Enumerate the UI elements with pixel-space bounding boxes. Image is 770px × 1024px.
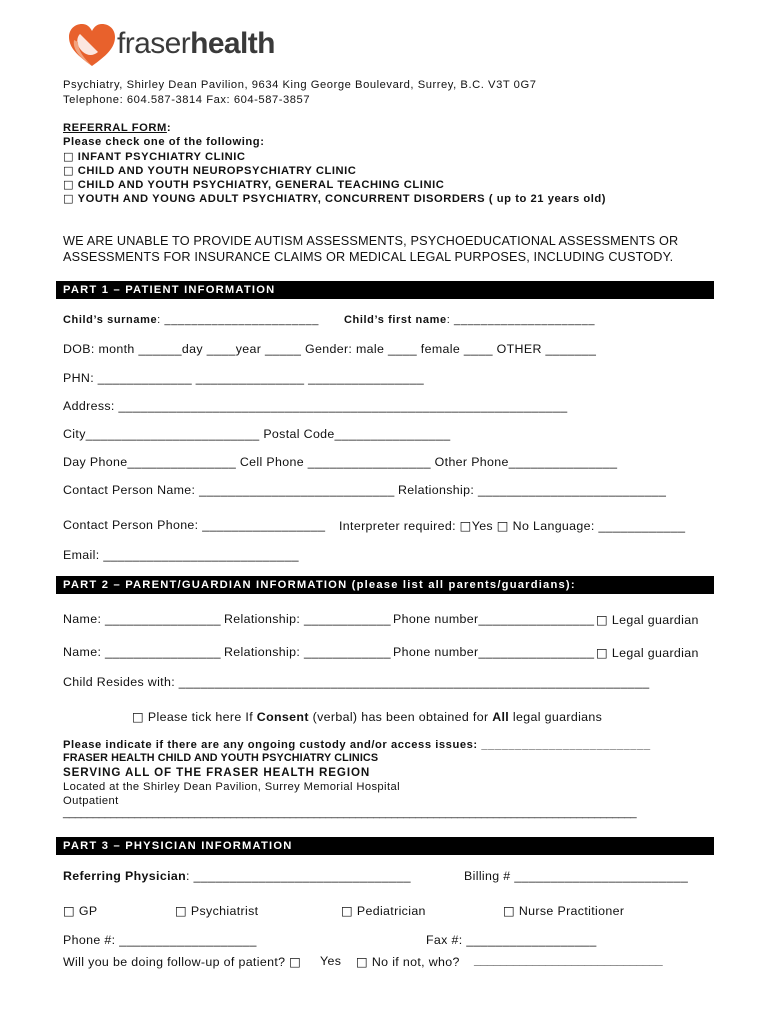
child-surname-line[interactable]: : _______________________ [157, 314, 319, 326]
clinic-option-label: CHILD AND YOUTH NEUROPSYCHIATRY CLINIC [77, 165, 357, 177]
clinic-option-infant[interactable] [63, 150, 246, 163]
logo-name-light: fraser [117, 27, 191, 60]
part2-header: PART 2 – PARENT/GUARDIAN INFORMATION (please list all parents/guardians): [56, 576, 714, 594]
child-firstname-label: Child’s first name [344, 314, 447, 326]
interpreter-no-checkbox-icon[interactable]: □ [496, 518, 509, 533]
checkbox-icon[interactable]: □ [63, 178, 75, 191]
clinic-option-label: YOUTH AND YOUNG ADULT PSYCHIATRY, CONCURRENT DISORDERS ( up to 21 years old) [77, 193, 607, 205]
contact-phone-field[interactable]: Contact Person Phone: _________________ [63, 518, 326, 532]
address-line-2: Telephone: 604.587-3814 Fax: 604-587-3857 [63, 94, 311, 106]
checkbox-icon[interactable]: □ [596, 645, 609, 660]
consent-text-bold: Consent [256, 710, 309, 724]
interpreter-no-language-label[interactable]: No Language: ____________ [512, 519, 686, 533]
clinic-option-neuropsychiatry[interactable] [63, 164, 356, 177]
guardian-phone-field[interactable]: Phone number________________ [393, 612, 595, 626]
physician-type-psychiatrist[interactable] [175, 903, 258, 918]
guardian-relationship-field[interactable]: Relationship: ____________ [224, 612, 391, 626]
physician-phone-field[interactable]: Phone #: ___________________ [63, 933, 257, 947]
heart-logo-icon [66, 22, 118, 70]
consent-option[interactable] [132, 709, 602, 724]
consent-text-post: legal guardians [509, 710, 603, 724]
followup-yes-checkbox-icon[interactable]: □ [289, 954, 302, 969]
referring-physician-field[interactable] [63, 869, 411, 883]
physician-type-pediatrician[interactable] [341, 903, 426, 918]
legal-guardian-label: Legal guardian [611, 646, 699, 660]
checkbox-icon[interactable]: □ [63, 150, 75, 163]
consent-checkbox-icon[interactable]: □ [132, 709, 145, 724]
referring-physician-label: Referring Physician [63, 869, 187, 883]
guardian-phone-field[interactable]: Phone number________________ [393, 645, 595, 659]
referring-physician-line[interactable]: : ______________________________ [186, 869, 411, 883]
billing-field[interactable]: Billing # ________________________ [464, 869, 689, 883]
child-firstname-field[interactable] [344, 314, 595, 326]
part3-header: PART 3 – PHYSICIAN INFORMATION [56, 837, 714, 855]
address-field[interactable]: Address: ______________________________________________________________ [63, 399, 568, 413]
physician-type-label: Psychiatrist [190, 904, 259, 918]
phones-field[interactable]: Day Phone_______________ Cell Phone _________________ Other Phone_______________ [63, 455, 618, 469]
referral-title-text: REFERRAL FORM [63, 122, 167, 134]
interpreter-label: Interpreter required: [339, 519, 456, 533]
clinic-region: SERVING ALL OF THE FRASER HEALTH REGION [63, 766, 371, 779]
consent-text-all: All [492, 710, 510, 724]
logo-name-bold: health [190, 27, 275, 60]
guardian-name-field[interactable]: Name: ________________ [63, 645, 221, 659]
child-resides-field[interactable]: Child Resides with: _________________________________________________________________ [63, 675, 650, 689]
legal-guardian-option[interactable] [596, 645, 699, 660]
clinic-option-label: INFANT PSYCHIATRY CLINIC [77, 151, 246, 163]
consent-text-pre: Please tick here If [147, 710, 257, 724]
section-divider-line: ________________________________________________________________________________________________ [63, 807, 637, 819]
phn-field[interactable]: PHN: _____________ _______________ ________________ [63, 371, 424, 385]
child-surname-label: Child’s surname [63, 314, 158, 326]
physician-type-nurse-practitioner[interactable] [503, 903, 624, 918]
checkbox-icon[interactable]: □ [175, 903, 188, 918]
physician-type-gp[interactable] [63, 903, 97, 918]
physician-type-label: Nurse Practitioner [518, 904, 625, 918]
interpreter-field[interactable] [339, 518, 685, 533]
interpreter-yes-label: Yes [471, 519, 493, 533]
clinic-location: Located at the Shirley Dean Pavilion, Surrey Memorial Hospital [63, 781, 400, 793]
checkbox-icon[interactable]: □ [63, 903, 76, 918]
consent-text-mid: (verbal) has been obtained for [308, 710, 493, 724]
physician-type-label: GP [78, 904, 98, 918]
legal-guardian-label: Legal guardian [611, 613, 699, 627]
physician-type-label: Pediatrician [356, 904, 426, 918]
clinic-type: Outpatient [63, 795, 119, 807]
clinic-name: FRASER HEALTH CHILD AND YOUTH PSYCHIATRY CLINICS [63, 752, 379, 764]
checkbox-icon[interactable]: □ [503, 903, 516, 918]
checkbox-icon[interactable]: □ [596, 612, 609, 627]
guardian-relationship-field[interactable]: Relationship: ____________ [224, 645, 391, 659]
followup-yes-label: Yes [320, 954, 342, 968]
dob-gender-field[interactable]: DOB: month ______day ____year _____ Gender: male ____ female ____ OTHER _______ [63, 342, 597, 356]
contact-name-field[interactable]: Contact Person Name: ___________________________ [63, 483, 395, 497]
guardian-name-field[interactable]: Name: ________________ [63, 612, 221, 626]
part1-header: PART 1 – PATIENT INFORMATION [56, 281, 714, 299]
clinic-option-label: CHILD AND YOUTH PSYCHIATRY, GENERAL TEACHING CLINIC [77, 179, 445, 191]
checkbox-icon[interactable]: □ [341, 903, 354, 918]
physician-fax-field[interactable]: Fax #: __________________ [426, 933, 597, 947]
legal-guardian-option[interactable] [596, 612, 699, 627]
followup-no-option[interactable] [356, 954, 460, 969]
interpreter-yes-checkbox-icon[interactable]: □ [459, 518, 472, 533]
custody-issues-field[interactable]: Please indicate if there are any ongoing custody and/or access issues: _________________________ [63, 739, 651, 751]
address-line-1: Psychiatry, Shirley Dean Pavilion, 9634 King George Boulevard, Surrey, B.C. V3T 0G7 [63, 79, 537, 91]
clinic-option-general-teaching[interactable] [63, 178, 444, 191]
checkbox-icon[interactable]: □ [63, 192, 75, 205]
email-field[interactable]: Email: ___________________________ [63, 548, 299, 562]
followup-no-label: No if not, who? [371, 955, 460, 969]
referral-title-colon: : [166, 122, 172, 134]
followup-question-label: Will you be doing follow-up of patient? [63, 955, 286, 969]
child-firstname-line[interactable]: : _____________________ [446, 314, 596, 326]
referral-instruction: Please check one of the following: [63, 136, 265, 148]
checkbox-icon[interactable]: □ [63, 164, 75, 177]
followup-who-field[interactable]: _____________________________ [474, 953, 663, 967]
followup-no-checkbox-icon[interactable]: □ [356, 954, 369, 969]
child-surname-field[interactable] [63, 314, 319, 326]
referral-form-title [63, 122, 171, 134]
clinic-option-concurrent-disorders[interactable] [63, 192, 606, 205]
notice-line-1: WE ARE UNABLE TO PROVIDE AUTISM ASSESSMENTS, PSYCHOEDUCATIONAL ASSESSMENTS OR [63, 234, 679, 248]
logo-wordmark [117, 27, 275, 61]
notice-line-2: ASSESSMENTS FOR INSURANCE CLAIMS OR MEDICAL LEGAL PURPOSES, INCLUDING CUSTODY. [63, 250, 674, 264]
relationship-field[interactable]: Relationship: __________________________ [398, 483, 667, 497]
city-postal-field[interactable]: City________________________ Postal Code________________ [63, 427, 451, 441]
followup-question [63, 954, 301, 969]
